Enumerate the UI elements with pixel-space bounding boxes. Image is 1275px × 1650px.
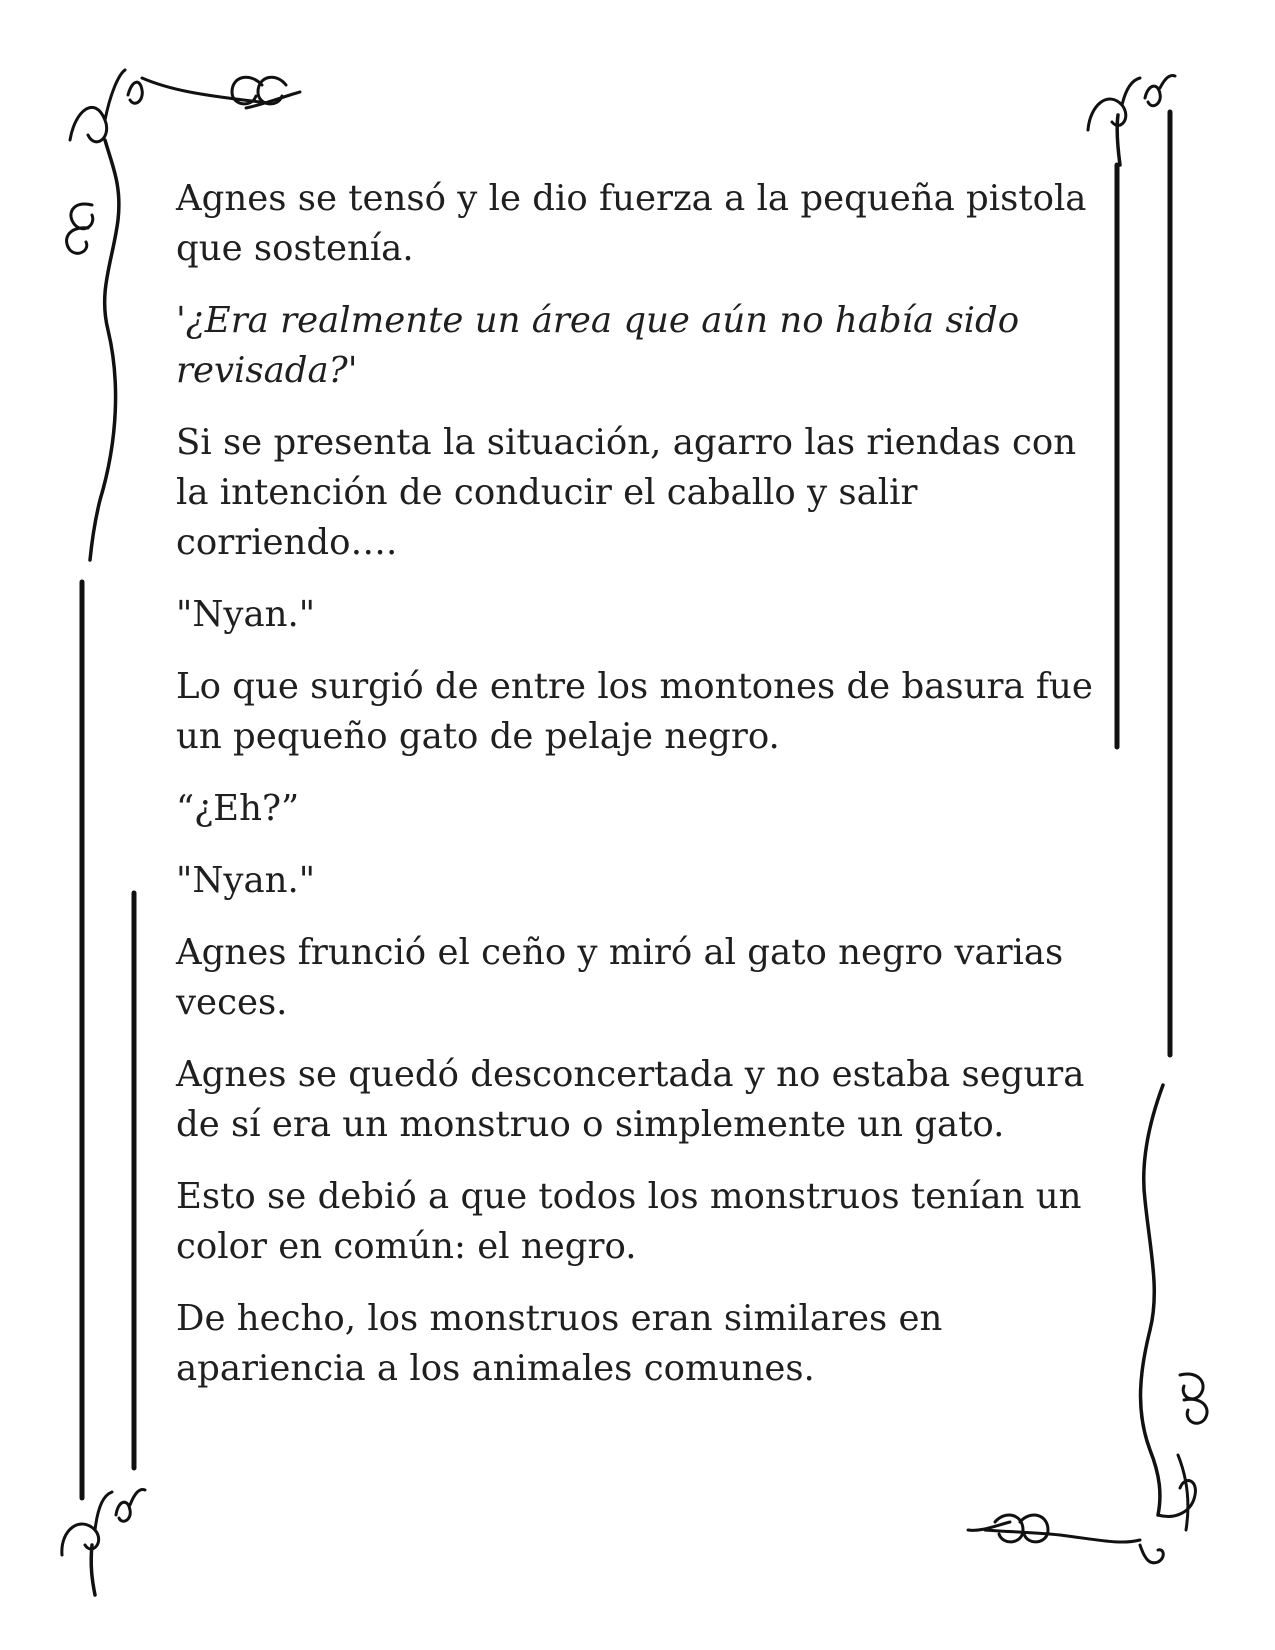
story-text	[176, 174, 1106, 1416]
paragraph-dialogue: "Nyan."	[176, 860, 316, 901]
paragraph-dialogue: "Nyan."	[176, 594, 316, 635]
paragraph: Esto se debió a que todos los monstruos tenían un color en común: el negro.	[176, 1176, 1082, 1267]
paragraph: Si se presenta la situación, agarro las riendas con la intención de conducir el caballo y salir corriendo….	[176, 422, 1077, 563]
top-right-flourish	[1088, 76, 1175, 166]
bottom-left-flourish	[62, 1490, 145, 1595]
paragraph: Agnes se quedó desconcertada y no estaba segura de sí era un monstruo o simplemente un gato.	[176, 1054, 1085, 1145]
paragraph: Agnes frunció el ceño y miró al gato negro varias veces.	[176, 932, 1064, 1023]
paragraph-italic-thought: '¿Era realmente un área que aún no había sido revisada?'	[176, 300, 1020, 391]
paragraph: Lo que surgió de entre los montones de basura fue un pequeño gato de pelaje negro.	[176, 666, 1093, 757]
paragraph-dialogue: “¿Eh?”	[176, 788, 300, 829]
paragraph: De hecho, los monstruos eran similares en apariencia a los animales comunes.	[176, 1298, 943, 1389]
paragraph: Agnes se tensó y le dio fuerza a la pequeña pistola que sostenía.	[176, 178, 1087, 269]
